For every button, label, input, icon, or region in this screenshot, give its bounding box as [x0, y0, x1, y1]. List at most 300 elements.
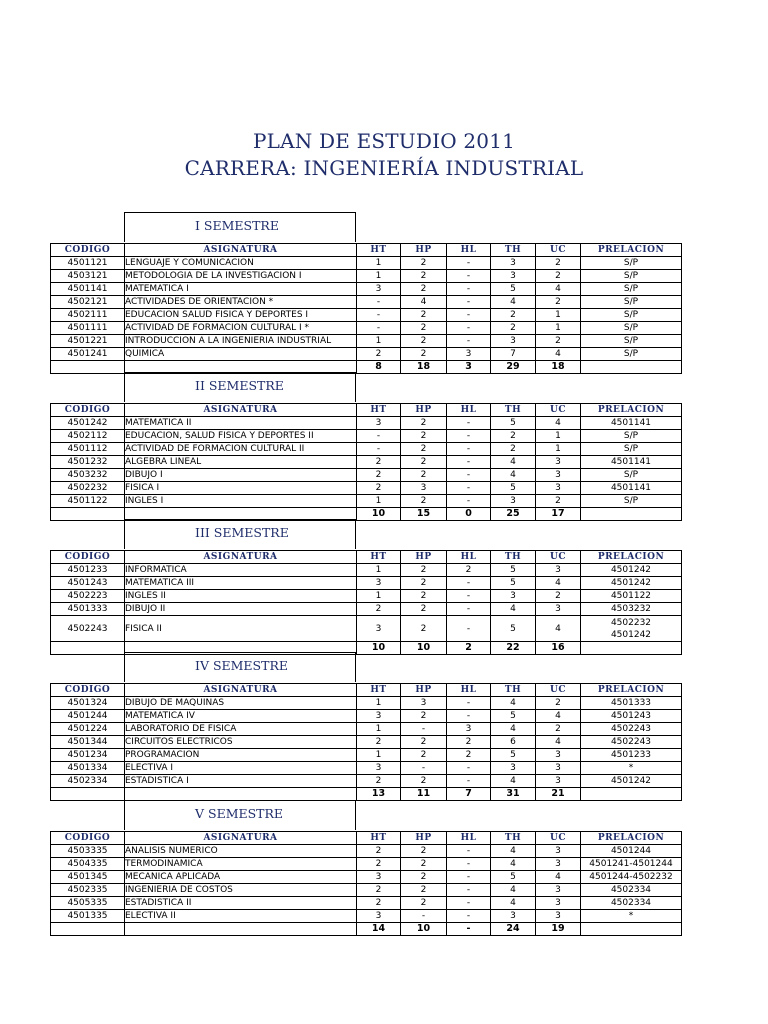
total-hl: 0	[447, 508, 491, 521]
table-row	[51, 871, 682, 884]
cell-prelacion	[581, 923, 682, 936]
cell-hp: 4	[401, 296, 447, 309]
document-title	[0, 128, 768, 182]
cell-uc: 3	[536, 564, 581, 577]
cell-ht: 2	[357, 858, 401, 871]
cell-prelacion: S/P	[581, 495, 682, 508]
cell-hl: 2	[447, 749, 491, 762]
cell-uc: 3	[536, 469, 581, 482]
cell-ht: -	[357, 309, 401, 322]
cell-ht: 3	[357, 762, 401, 775]
total-th: 25	[491, 508, 536, 521]
cell-hp: 2	[401, 603, 447, 616]
subjects-table	[50, 550, 682, 655]
table-header-row	[51, 832, 682, 845]
total-hp: 11	[401, 788, 447, 801]
cell-th: 5	[491, 749, 536, 762]
cell-prelacion: 4502334	[581, 897, 682, 910]
cell-code: 4501241	[51, 348, 125, 361]
total-th: 31	[491, 788, 536, 801]
cell-prelacion: S/P	[581, 257, 682, 270]
total-hl: 7	[447, 788, 491, 801]
cell-prelacion	[581, 788, 682, 801]
cell-subject: INGENIERIA DE COSTOS	[125, 884, 357, 897]
semester-block	[50, 652, 682, 801]
totals-row	[51, 923, 682, 936]
semester-header	[50, 652, 682, 683]
total-hp: 10	[401, 923, 447, 936]
cell-th: 4	[491, 456, 536, 469]
table-header-row	[51, 551, 682, 564]
cell-prelacion: 4502243	[581, 736, 682, 749]
column-header-hl: HL	[447, 832, 491, 845]
cell-subject: ELECTIVA I	[125, 762, 357, 775]
column-header-th: TH	[491, 551, 536, 564]
cell-subject: CIRCUITOS ELECTRICOS	[125, 736, 357, 749]
cell-hp: 2	[401, 348, 447, 361]
cell-th: 4	[491, 697, 536, 710]
cell-subject	[125, 923, 357, 936]
cell-th: 7	[491, 348, 536, 361]
cell-subject: MATEMATICA I	[125, 283, 357, 296]
cell-hp: -	[401, 910, 447, 923]
cell-hl: -	[447, 910, 491, 923]
cell-subject: ANALISIS NUMERICO	[125, 845, 357, 858]
cell-code	[51, 788, 125, 801]
cell-th: 5	[491, 577, 536, 590]
column-header-code: CODIGO	[51, 684, 125, 697]
cell-th: 3	[491, 257, 536, 270]
semester-header	[50, 800, 682, 831]
table-row	[51, 296, 682, 309]
table-row	[51, 430, 682, 443]
cell-ht: 3	[357, 710, 401, 723]
semester-block	[50, 519, 682, 655]
cell-subject: FISICA I	[125, 482, 357, 495]
cell-prelacion: 4501244-4502232	[581, 871, 682, 884]
cell-subject: LENGUAJE Y COMUNICACION	[125, 257, 357, 270]
cell-uc: 3	[536, 897, 581, 910]
cell-code: 4501334	[51, 762, 125, 775]
cell-prelacion: 4502334	[581, 884, 682, 897]
column-header-th: TH	[491, 404, 536, 417]
cell-code: 4501232	[51, 456, 125, 469]
cell-ht: 2	[357, 775, 401, 788]
cell-code: 4501221	[51, 335, 125, 348]
table-row	[51, 564, 682, 577]
cell-hl: -	[447, 482, 491, 495]
cell-code: 4501243	[51, 577, 125, 590]
cell-code: 4501233	[51, 564, 125, 577]
total-ht: 10	[357, 508, 401, 521]
column-header-prelacion: PRELACION	[581, 404, 682, 417]
table-row	[51, 283, 682, 296]
total-hp: 18	[401, 361, 447, 374]
cell-ht: 2	[357, 884, 401, 897]
cell-code: 4502232	[51, 482, 125, 495]
semester-block	[50, 372, 682, 521]
cell-ht: 1	[357, 749, 401, 762]
cell-hl: -	[447, 322, 491, 335]
cell-th: 5	[491, 283, 536, 296]
cell-hl: -	[447, 335, 491, 348]
cell-hp: 2	[401, 456, 447, 469]
cell-code: 4501335	[51, 910, 125, 923]
cell-hl: -	[447, 590, 491, 603]
cell-uc: 4	[536, 871, 581, 884]
cell-subject: MECANICA APLICADA	[125, 871, 357, 884]
semester-title: IV SEMESTRE	[124, 652, 356, 682]
cell-hl: -	[447, 270, 491, 283]
cell-th: 4	[491, 775, 536, 788]
subjects-table	[50, 831, 682, 936]
subjects-table	[50, 683, 682, 801]
table-row	[51, 749, 682, 762]
cell-hp: 2	[401, 871, 447, 884]
cell-subject: LABORATORIO DE FISICA	[125, 723, 357, 736]
table-row	[51, 309, 682, 322]
cell-hp: 2	[401, 257, 447, 270]
column-header-hp: HP	[401, 404, 447, 417]
cell-hl: 2	[447, 564, 491, 577]
cell-uc: 4	[536, 710, 581, 723]
table-row	[51, 775, 682, 788]
semester-header	[50, 372, 682, 403]
cell-subject: FISICA II	[125, 616, 357, 642]
cell-code: 4504335	[51, 858, 125, 871]
cell-prelacion: *	[581, 910, 682, 923]
cell-uc: 4	[536, 577, 581, 590]
cell-code: 4505335	[51, 897, 125, 910]
cell-ht: 2	[357, 603, 401, 616]
cell-subject: DIBUJO II	[125, 603, 357, 616]
cell-prelacion: 4502243	[581, 723, 682, 736]
total-ht: 14	[357, 923, 401, 936]
column-header-th: TH	[491, 832, 536, 845]
cell-th: 5	[491, 482, 536, 495]
table-row	[51, 845, 682, 858]
table-row	[51, 577, 682, 590]
semester-title: I SEMESTRE	[124, 212, 356, 242]
subjects-table	[50, 403, 682, 521]
column-header-uc: UC	[536, 244, 581, 257]
cell-ht: 2	[357, 736, 401, 749]
cell-code: 4501121	[51, 257, 125, 270]
cell-th: 3	[491, 270, 536, 283]
cell-code: 4502335	[51, 884, 125, 897]
subjects-table	[50, 243, 682, 374]
column-header-hp: HP	[401, 551, 447, 564]
cell-th: 6	[491, 736, 536, 749]
cell-ht: 1	[357, 335, 401, 348]
title-line-1: PLAN DE ESTUDIO 2011	[252, 129, 516, 153]
cell-ht: 2	[357, 845, 401, 858]
cell-prelacion: S/P	[581, 348, 682, 361]
total-ht: 10	[357, 642, 401, 655]
cell-ht: 1	[357, 697, 401, 710]
cell-subject: DIBUJO I	[125, 469, 357, 482]
cell-hl: -	[447, 443, 491, 456]
cell-hl: -	[447, 283, 491, 296]
cell-hp: 2	[401, 417, 447, 430]
cell-hl: 3	[447, 723, 491, 736]
cell-hl: -	[447, 697, 491, 710]
cell-code: 4502121	[51, 296, 125, 309]
cell-hl: -	[447, 762, 491, 775]
cell-th: 3	[491, 495, 536, 508]
cell-subject: ACTIVIDADES DE ORIENTACION *	[125, 296, 357, 309]
column-header-ht: HT	[357, 404, 401, 417]
table-row	[51, 762, 682, 775]
cell-uc: 2	[536, 335, 581, 348]
cell-uc: 1	[536, 430, 581, 443]
cell-uc: 1	[536, 322, 581, 335]
cell-subject: ELECTIVA II	[125, 910, 357, 923]
cell-hl: -	[447, 710, 491, 723]
cell-uc: 3	[536, 749, 581, 762]
column-header-hl: HL	[447, 404, 491, 417]
cell-hp: 3	[401, 482, 447, 495]
cell-ht: -	[357, 430, 401, 443]
column-header-hp: HP	[401, 244, 447, 257]
cell-subject: MATEMATICA III	[125, 577, 357, 590]
cell-uc: 4	[536, 616, 581, 642]
cell-prelacion: 4501141	[581, 417, 682, 430]
cell-subject: INFORMATICA	[125, 564, 357, 577]
semester-block	[50, 212, 682, 374]
table-row	[51, 469, 682, 482]
cell-th: 5	[491, 616, 536, 642]
cell-hp: 2	[401, 469, 447, 482]
cell-prelacion: S/P	[581, 296, 682, 309]
cell-prelacion: S/P	[581, 430, 682, 443]
cell-hl: -	[447, 430, 491, 443]
table-row	[51, 736, 682, 749]
cell-subject: ACTIVIDAD DE FORMACION CULTURAL I *	[125, 322, 357, 335]
cell-ht: 3	[357, 283, 401, 296]
column-header-code: CODIGO	[51, 832, 125, 845]
cell-hp: 2	[401, 736, 447, 749]
cell-uc: 3	[536, 858, 581, 871]
cell-subject: ALGEBRA LINEAL	[125, 456, 357, 469]
cell-th: 4	[491, 884, 536, 897]
cell-hp: -	[401, 762, 447, 775]
cell-hl: -	[447, 417, 491, 430]
cell-hp: 2	[401, 283, 447, 296]
column-header-subject: ASIGNATURA	[125, 832, 357, 845]
cell-prelacion: S/P	[581, 335, 682, 348]
cell-th: 5	[491, 871, 536, 884]
cell-prelacion: 4501141	[581, 456, 682, 469]
cell-code: 4502334	[51, 775, 125, 788]
cell-hl: -	[447, 775, 491, 788]
cell-ht: -	[357, 322, 401, 335]
cell-th: 3	[491, 335, 536, 348]
cell-code: 4501112	[51, 443, 125, 456]
cell-hp: 2	[401, 564, 447, 577]
cell-ht: 1	[357, 564, 401, 577]
cell-code	[51, 923, 125, 936]
column-header-ht: HT	[357, 551, 401, 564]
table-row	[51, 603, 682, 616]
total-uc: 19	[536, 923, 581, 936]
column-header-code: CODIGO	[51, 404, 125, 417]
cell-hl: 3	[447, 348, 491, 361]
cell-prelacion: S/P	[581, 283, 682, 296]
cell-uc: 2	[536, 296, 581, 309]
column-header-prelacion: PRELACION	[581, 244, 682, 257]
title-line-2: CARRERA: INGENIERÍA INDUSTRIAL	[184, 156, 584, 180]
table-row	[51, 335, 682, 348]
total-hl: 3	[447, 361, 491, 374]
cell-prelacion: 4501242	[581, 775, 682, 788]
cell-ht: 2	[357, 482, 401, 495]
cell-th: 4	[491, 897, 536, 910]
cell-uc: 2	[536, 590, 581, 603]
cell-code: 4501141	[51, 283, 125, 296]
cell-prelacion: *	[581, 762, 682, 775]
cell-th: 5	[491, 417, 536, 430]
cell-hl: 2	[447, 736, 491, 749]
column-header-ht: HT	[357, 832, 401, 845]
cell-code: 4501345	[51, 871, 125, 884]
cell-hp: 2	[401, 443, 447, 456]
cell-uc: 3	[536, 845, 581, 858]
cell-hp: 3	[401, 697, 447, 710]
total-uc: 18	[536, 361, 581, 374]
table-row	[51, 616, 682, 642]
column-header-uc: UC	[536, 684, 581, 697]
cell-uc: 4	[536, 348, 581, 361]
cell-prelacion: S/P	[581, 309, 682, 322]
cell-subject: ESTADISTICA I	[125, 775, 357, 788]
cell-ht: 3	[357, 910, 401, 923]
table-row	[51, 897, 682, 910]
cell-th: 3	[491, 762, 536, 775]
cell-hp: 2	[401, 710, 447, 723]
cell-th: 4	[491, 296, 536, 309]
cell-hp: 2	[401, 775, 447, 788]
table-row	[51, 697, 682, 710]
cell-code: 4502112	[51, 430, 125, 443]
cell-prelacion: S/P	[581, 469, 682, 482]
cell-ht: 2	[357, 348, 401, 361]
cell-hp: 2	[401, 335, 447, 348]
column-header-uc: UC	[536, 551, 581, 564]
cell-subject: ESTADISTICA II	[125, 897, 357, 910]
cell-hp: 2	[401, 590, 447, 603]
table-row	[51, 322, 682, 335]
column-header-hp: HP	[401, 684, 447, 697]
cell-hp: 2	[401, 577, 447, 590]
cell-code: 4501242	[51, 417, 125, 430]
cell-uc: 2	[536, 723, 581, 736]
cell-prelacion: 4501233	[581, 749, 682, 762]
cell-prelacion: S/P	[581, 322, 682, 335]
cell-prelacion: 4501242	[581, 577, 682, 590]
cell-hl: -	[447, 603, 491, 616]
cell-hp: 2	[401, 495, 447, 508]
cell-ht: -	[357, 443, 401, 456]
cell-hp: 2	[401, 616, 447, 642]
cell-uc: 2	[536, 270, 581, 283]
table-row	[51, 270, 682, 283]
column-header-uc: UC	[536, 404, 581, 417]
table-row	[51, 723, 682, 736]
cell-ht: 2	[357, 897, 401, 910]
table-header-row	[51, 684, 682, 697]
semester-title: II SEMESTRE	[124, 372, 356, 402]
column-header-subject: ASIGNATURA	[125, 684, 357, 697]
semester-header	[50, 519, 682, 550]
cell-subject: PROGRAMACION	[125, 749, 357, 762]
table-row	[51, 456, 682, 469]
cell-ht: -	[357, 296, 401, 309]
cell-th: 4	[491, 845, 536, 858]
cell-uc: 3	[536, 603, 581, 616]
cell-prelacion: 4501244	[581, 845, 682, 858]
cell-uc: 4	[536, 417, 581, 430]
cell-uc: 3	[536, 910, 581, 923]
total-uc: 21	[536, 788, 581, 801]
cell-uc: 3	[536, 762, 581, 775]
cell-prelacion: 4503232	[581, 603, 682, 616]
cell-code: 4501244	[51, 710, 125, 723]
cell-ht: 1	[357, 495, 401, 508]
table-row	[51, 495, 682, 508]
total-uc: 16	[536, 642, 581, 655]
cell-th: 2	[491, 430, 536, 443]
cell-code: 4501344	[51, 736, 125, 749]
cell-subject: INGLES II	[125, 590, 357, 603]
column-header-subject: ASIGNATURA	[125, 551, 357, 564]
cell-th: 4	[491, 723, 536, 736]
table-row	[51, 443, 682, 456]
cell-subject	[125, 788, 357, 801]
cell-ht: 2	[357, 456, 401, 469]
cell-code: 4501324	[51, 697, 125, 710]
cell-hl: -	[447, 495, 491, 508]
semester-header	[50, 212, 682, 243]
column-header-subject: ASIGNATURA	[125, 404, 357, 417]
cell-code: 4502243	[51, 616, 125, 642]
cell-th: 2	[491, 309, 536, 322]
cell-ht: 3	[357, 616, 401, 642]
column-header-ht: HT	[357, 244, 401, 257]
cell-uc: 3	[536, 884, 581, 897]
cell-hp: -	[401, 723, 447, 736]
cell-prelacion: S/P	[581, 443, 682, 456]
total-hp: 15	[401, 508, 447, 521]
cell-uc: 2	[536, 257, 581, 270]
cell-subject: EDUCACION SALUD FISICA Y DEPORTES I	[125, 309, 357, 322]
cell-uc: 4	[536, 736, 581, 749]
table-row	[51, 884, 682, 897]
total-ht: 8	[357, 361, 401, 374]
column-header-ht: HT	[357, 684, 401, 697]
cell-hl: -	[447, 884, 491, 897]
cell-prelacion: 4501333	[581, 697, 682, 710]
cell-code: 4501111	[51, 322, 125, 335]
cell-ht: 2	[357, 469, 401, 482]
cell-subject: MATEMATICA IV	[125, 710, 357, 723]
cell-hl: -	[447, 469, 491, 482]
cell-prelacion: 4501243	[581, 710, 682, 723]
cell-th: 2	[491, 322, 536, 335]
cell-hp: 2	[401, 270, 447, 283]
cell-hl: -	[447, 858, 491, 871]
cell-hp: 2	[401, 897, 447, 910]
